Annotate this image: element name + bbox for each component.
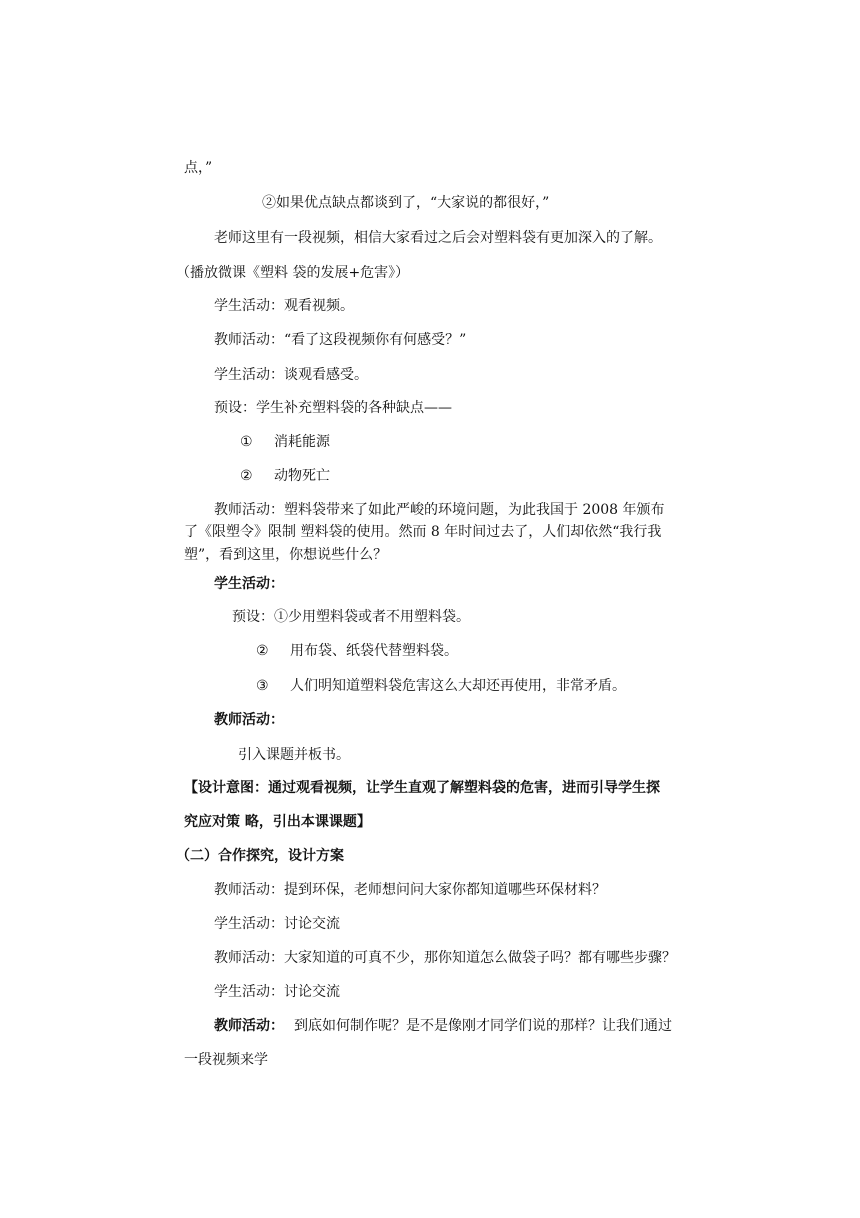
section-heading: （二）合作探究，设计方案: [176, 848, 344, 864]
section-label: 教师活动：: [214, 712, 284, 728]
list-item-text: 消耗能源: [274, 434, 330, 450]
text-span: 到底如何制作呢？是不是像刚才同学们说的那样？让我们通过: [294, 1018, 672, 1034]
speaker-label: 教师活动：: [214, 1018, 284, 1034]
text-line: 教师活动：大家知道的可真不少，那你知道怎么做袋子吗？都有哪些步骤？: [214, 950, 676, 966]
text-line: 学生活动：讨论交流: [214, 916, 340, 932]
text-line: 点，”: [184, 160, 213, 176]
text-line: 引入课题并板书。: [238, 747, 350, 763]
text-line: 塑”，看到这里，你想说些什么？: [184, 547, 388, 563]
design-intent: 【设计意图：通过观看视频，让学生直观了解塑料袋的危害，进而引导学生探: [184, 780, 660, 796]
list-marker: ②: [256, 643, 269, 659]
text-line: 学生活动：观看视频。: [214, 298, 354, 314]
text-line: 预设：①少用塑料袋或者不用塑料袋。: [232, 609, 470, 625]
text-line: 学生活动：谈观看感受。: [214, 367, 368, 383]
list-marker: ①: [240, 434, 253, 450]
text-line: （播放微课《塑料 袋的发展+危害》）: [176, 265, 410, 281]
text-line: [214, 1016, 672, 1036]
list-item-text: 动物死亡: [274, 468, 330, 484]
text-line: 一段视频来学: [184, 1052, 268, 1068]
text-line: 学生活动：讨论交流: [214, 984, 340, 1000]
list-item: [240, 466, 330, 486]
list-item-text: 人们明知道塑料袋危害这么大却还再使用，非常矛盾。: [290, 678, 626, 694]
section-label: 学生活动：: [214, 576, 284, 592]
list-item: [256, 676, 626, 696]
design-intent: 究应对策 略，引出本课课题】: [184, 814, 371, 830]
text-line: ②如果优点缺点都谈到了，“大家说的都很好，”: [262, 195, 550, 211]
text-line: 教师活动：塑料袋带来了如此严峻的环境问题，为此我国于 2008 年颁布: [214, 502, 665, 518]
list-marker: ②: [240, 468, 253, 484]
list-item: [256, 641, 458, 661]
list-marker: ③: [256, 678, 269, 694]
text-line: 预设：学生补充塑料袋的各种缺点——: [214, 400, 452, 416]
text-line: 了《限塑令》限制 塑料袋的使用。然而 8 年时间过去了，人们却依然“我行我: [184, 524, 662, 540]
list-item: [240, 432, 330, 452]
text-line: 老师这里有一段视频，相信大家看过之后会对塑料袋有更加深入的了解。: [214, 230, 662, 246]
text-line: 教师活动：提到环保，老师想问问大家你都知道哪些环保材料？: [214, 882, 606, 898]
text-line: 教师活动：“看了这段视频你有何感受？”: [214, 332, 467, 348]
list-item-text: 用布袋、纸袋代替塑料袋。: [290, 643, 458, 659]
